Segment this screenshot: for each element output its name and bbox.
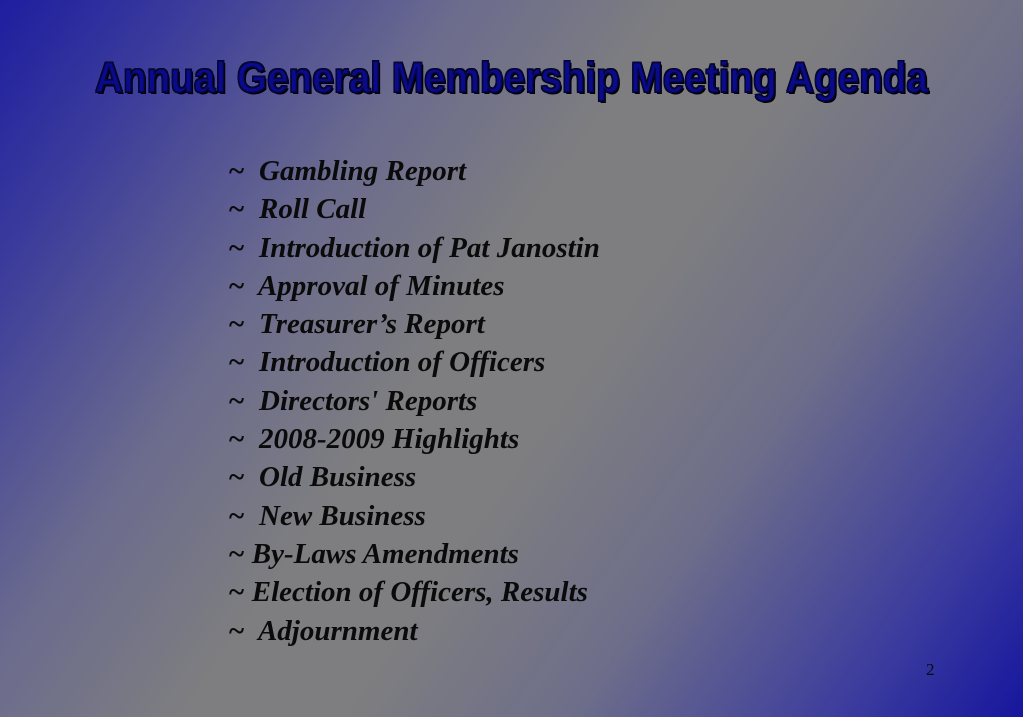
agenda-item: ~ Old Business	[228, 461, 417, 494]
agenda-item: ~ Approval of Minutes	[228, 269, 505, 302]
agenda-item: ~ Gambling Report	[228, 155, 467, 187]
agenda-item: ~ 2008-2009 Highlights	[228, 423, 520, 456]
agenda-item: ~ Election of Officers, Results	[228, 576, 588, 609]
page-number: 2	[926, 660, 935, 679]
agenda-item: ~ Introduction of Pat Janostin	[228, 231, 600, 264]
agenda-item: ~ Directors' Reports	[228, 384, 478, 417]
agenda-list	[228, 152, 600, 650]
agenda-item: ~ By-Laws Amendments	[228, 537, 519, 570]
slide-title: Annual General Membership Meeting Agenda	[95, 54, 928, 102]
agenda-item: ~ Introduction of Officers	[228, 346, 546, 379]
agenda-item: ~ Adjournment	[228, 614, 418, 647]
agenda-item: ~ New Business	[228, 499, 426, 532]
agenda-item: ~ Roll Call	[228, 193, 367, 226]
agenda-item: ~ Treasurer’s Report	[228, 308, 485, 341]
